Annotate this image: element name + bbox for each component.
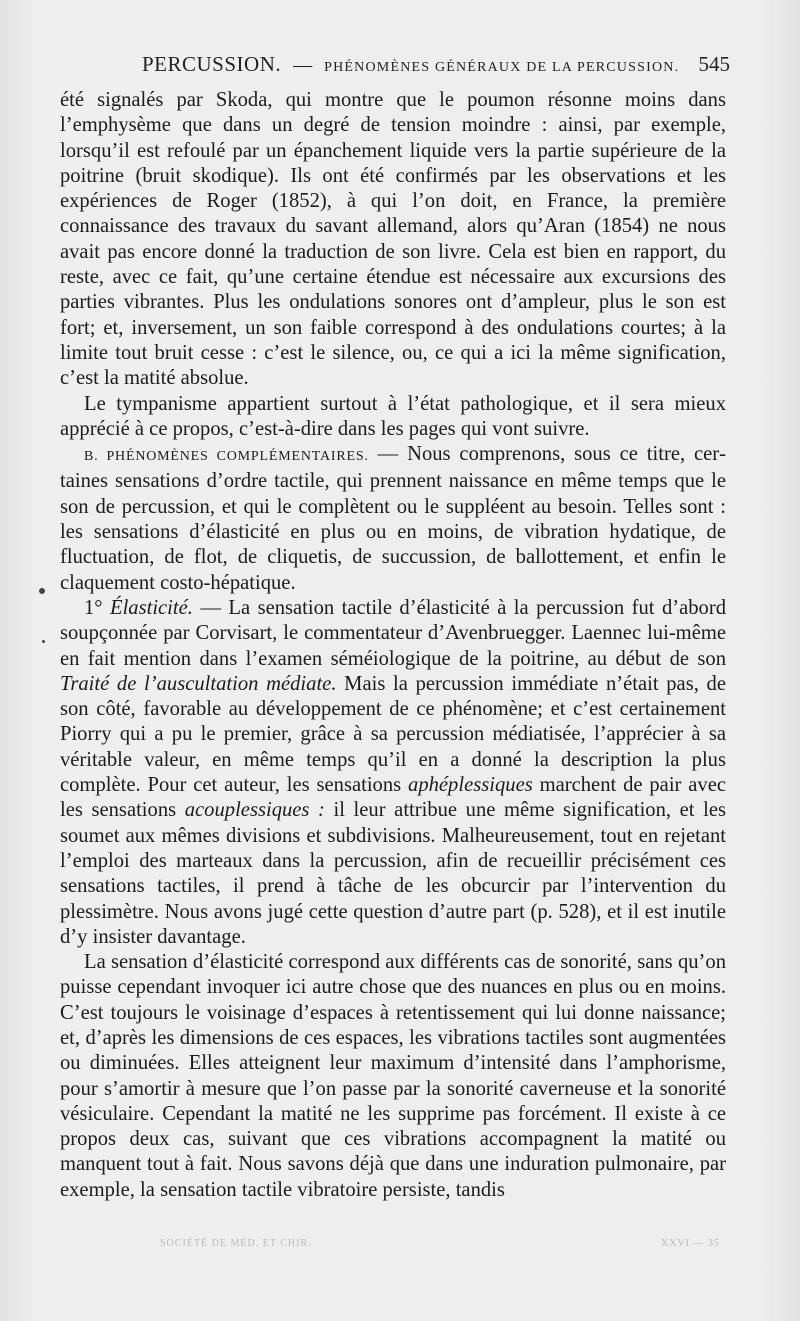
- footer-left: SOCIÉTÉ DE MÉD. ET CHIR.: [160, 1238, 312, 1249]
- paragraph-text: — La sensation tactile d’élasticité à la percussion fut d’abord soupçonnée par Corvisart, le commentateur d’Avenbruegger. Laennec lui-même en fait mention dans l’examen séméiologique de la poitrine, au début de son: [60, 596, 726, 670]
- term-acouplessiques: acouplessiques :: [184, 799, 325, 822]
- paragraph-skoda-roger: été signalés par Skoda, qui montre que le poumon résonne moins dans l’emphysème que dans un degré de tension moindre : ainsi, par exemple, lorsqu’il est refoulé par un épanchement liquide vers la partie supérieure de la poitrine (bruit skodique). Ils ont été confirmés par les observations et les expériences de Roger (1852), à qui l’on doit, en France, la première connaissance des travaux du savant allemand, alors qu’Aran (1854) ne nous avait pas encore donné la traduction de son livre. Cela est bien en rapport, du reste, avec ce fait, qu’une certaine étendue est nécessaire aux excursions des parties vibrantes. Plus les ondulations sonores ont d’ampleur, plus le son est fort; et, inversement, un son faible correspond à des ondulations courtes; à la limite tout bruit cesse : c’est le silence, ou, ce qui a ici la même signification, c’est la matité absolue.: [60, 89, 726, 390]
- section-heading-b: B. PHÉNOMÈNES COMPLÉMENTAIRES.: [84, 449, 369, 465]
- paragraph-text: il leur attribue une même signification, et les soumet aux mêmes divisions et subdivisions. Malheureusement, tout en rejetant l’emploi des marteaux dans la percussion, afin de recueillir précisément ces sensations tactiles, il prend à tâche de les obcurcir par l’intervention du plessimètre. Nous avons jugé cette question d’autre part (p. 528), et il est inutile d’y insister davantage.: [60, 799, 726, 948]
- paragraph-elasticite: [60, 596, 726, 950]
- header-dash: —: [293, 55, 313, 76]
- ink-speck: [42, 640, 45, 643]
- ink-speck: [39, 588, 45, 594]
- term-apheplessiques: aphéplessiques: [408, 774, 533, 797]
- paragraph-phenomenes-complementaires: [60, 442, 726, 596]
- paragraph-sensation-elasticite: La sensation d’élasticité correspond aux différents cas de sonorité, sans qu’on puisse cependant invoquer ici autre chose que des nuances en plus ou en moins. C’est toujours le voisinage d’espaces à retentissement qui lui donne naissance; et, d’après les dimensions de ces espaces, les vibrations tactiles sont augmentées ou diminuées. Elles atteignent leur maximum d’intensité dans l’amphorisme, pour s’amortir à mesure que l’on passe par la sonorité caverneuse et la sonorité vésiculaire. Cependant la matité ne les supprime pas forcément. Il existe à ce propos deux cas, suivant que ces vibrations accompagnent la matité ou manquent tout à fait. Nous savons déjà que dans une induration pulmonaire, par exemple, la sensation tactile vibratoire persiste, tandis: [60, 951, 726, 1201]
- footer-right: XXVI — 35: [661, 1238, 720, 1249]
- header-title: PERCUSSION.: [142, 52, 282, 76]
- running-header: [60, 52, 730, 82]
- paragraph-text: — Nous comprenons, sous ce titre, certaines sensations d’ordre tactile, qui prennent naissance en même temps que le son de percussion, et qui le complètent ou le suppléent au besoin. Telles sont : les sensations d’élasticité en plus ou en moins, de vibration hydatique, de fluctuation, de flot, de cliquetis, de succussion, de ballottement, et enfin le claquement costo-hépatique.: [60, 443, 726, 594]
- book-title: Traité de l’auscultation médiate.: [60, 672, 337, 695]
- bleed-through-footer: [160, 1238, 720, 1249]
- paragraph-text: marchent de pair avec les sensations: [60, 774, 726, 822]
- body-text: [60, 88, 726, 1203]
- subsection-heading-elasticite: Élasticité.: [109, 596, 193, 619]
- page-number: 545: [698, 52, 730, 76]
- header-subtitle: PHÉNOMÈNES GÉNÉRAUX DE LA PERCUSSION.: [324, 60, 680, 75]
- paragraph-text: Mais la percussion immédiate n’était pas, de son côté, favorable au développement de ce phénomène; et c’est certainement Piorry qui a pu le premier, grâce à sa percussion médiatisée, l’apprécier à sa véritable valeur, en même temps qu’il en a donné la description la plus complète. Pour cet auteur, les sensations: [60, 672, 726, 797]
- item-number: 1°: [84, 596, 110, 619]
- paragraph-tympanisme: Le tympanisme appartient surtout à l’état pathologique, et il sera mieux apprécié à ce propos, c’est-à-dire dans les pages qui vont suivre.: [60, 392, 726, 440]
